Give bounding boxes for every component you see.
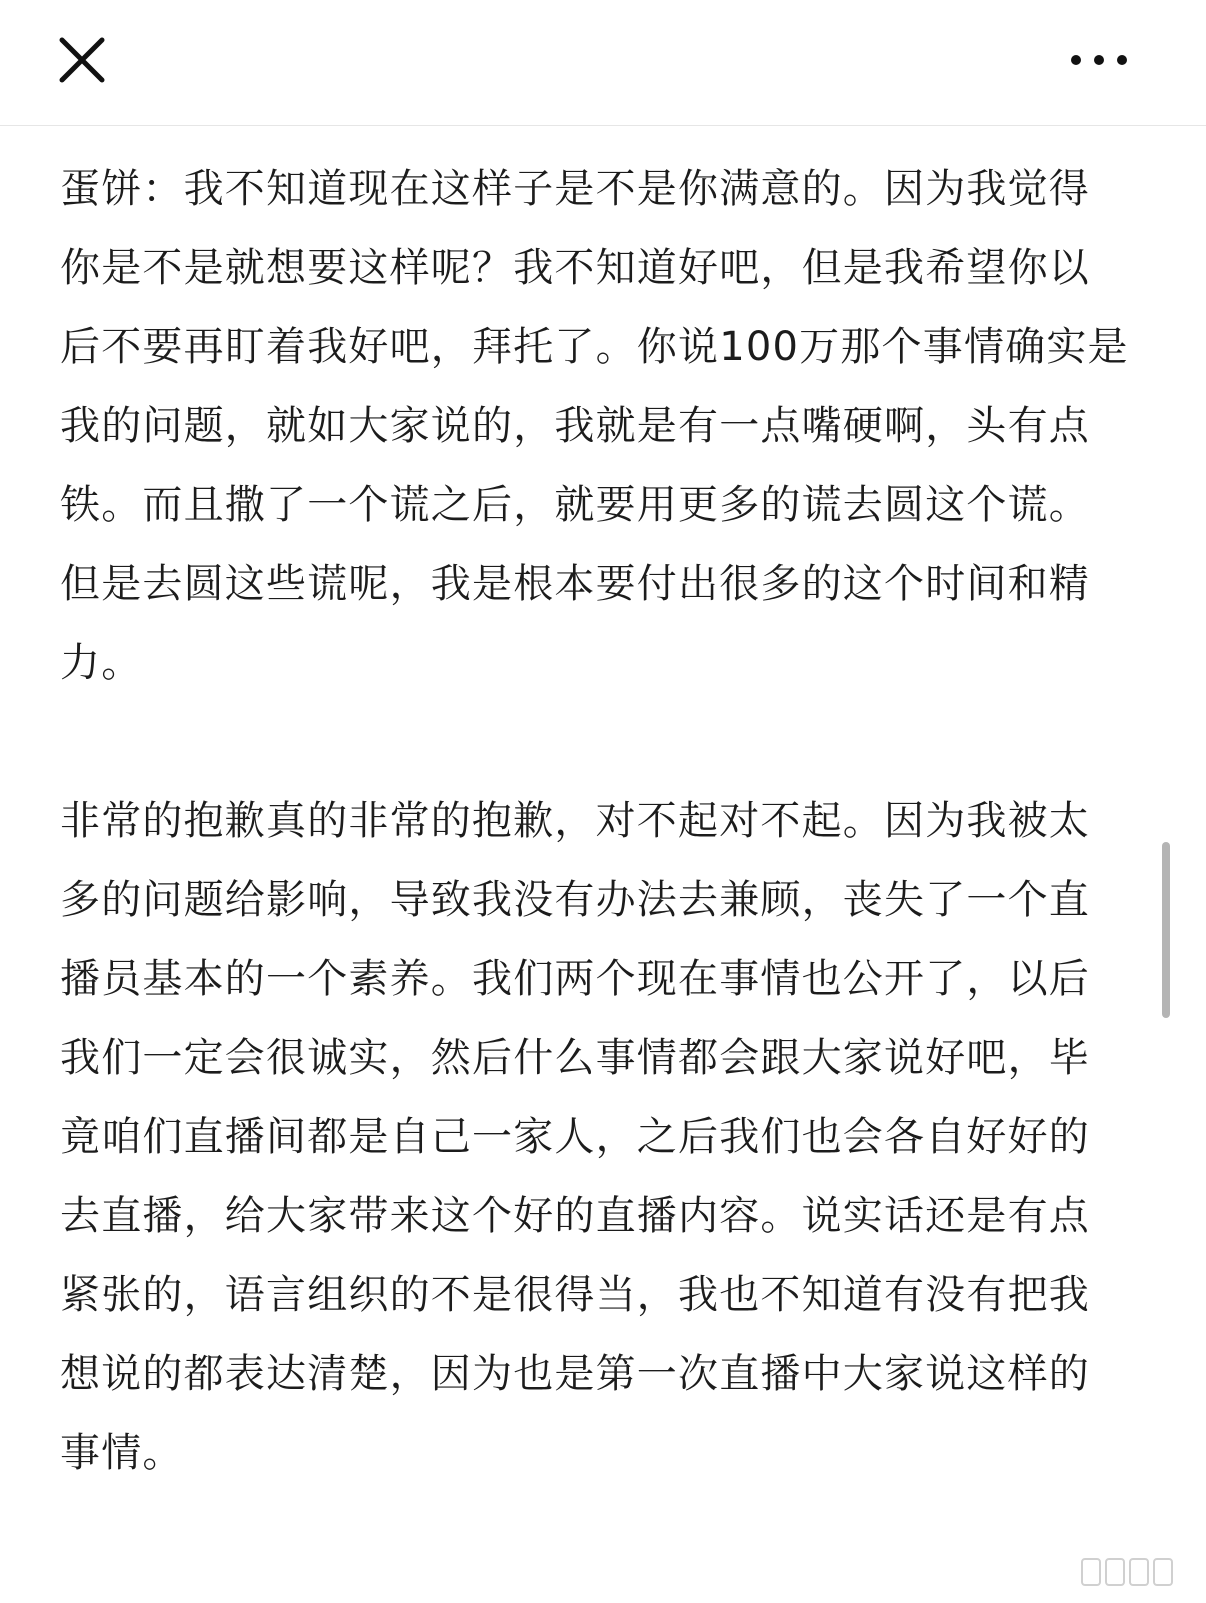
vertical-scrollbar[interactable]: [1162, 842, 1170, 1018]
top-bar: [0, 0, 1206, 126]
paragraph-1: 蛋饼：我不知道现在这样子是不是你满意的。因为我觉得你是不是就想要这样呢？我不知道好吧，但是我希望你以后不要再盯着我好吧，拜托了。你说100万那个事情确实是我的问题，就如大家说的，我就是有一点嘴硬啊，头有点铁。而且撒了一个谎之后，就要用更多的谎去圆这个谎。但是去圆这些谎呢，我是根本要付出很多的这个时间和精力。: [60, 166, 1129, 686]
more-horizontal-icon: [1058, 40, 1138, 80]
close-button[interactable]: [52, 30, 112, 90]
watermark-logo: [1080, 1555, 1176, 1591]
article-body: [60, 150, 1130, 1493]
more-options-button[interactable]: [1058, 40, 1138, 80]
paragraph-2: 非常的抱歉真的非常的抱歉，对不起对不起。因为我被太多的问题给影响，导致我没有办法去兼顾，丧失了一个直播员基本的一个素养。我们两个现在事情也公开了，以后我们一定会很诚实，然后什么事情都会跟大家说好吧，毕竟咱们直播间都是自己一家人，之后我们也会各自好好的去直播，给大家带来这个好的直播内容。说实话还是有点紧张的，语言组织的不是很得当，我也不知道有没有把我想说的都表达清楚，因为也是第一次直播中大家说这样的事情。: [60, 798, 1090, 1476]
close-icon: [52, 30, 112, 90]
